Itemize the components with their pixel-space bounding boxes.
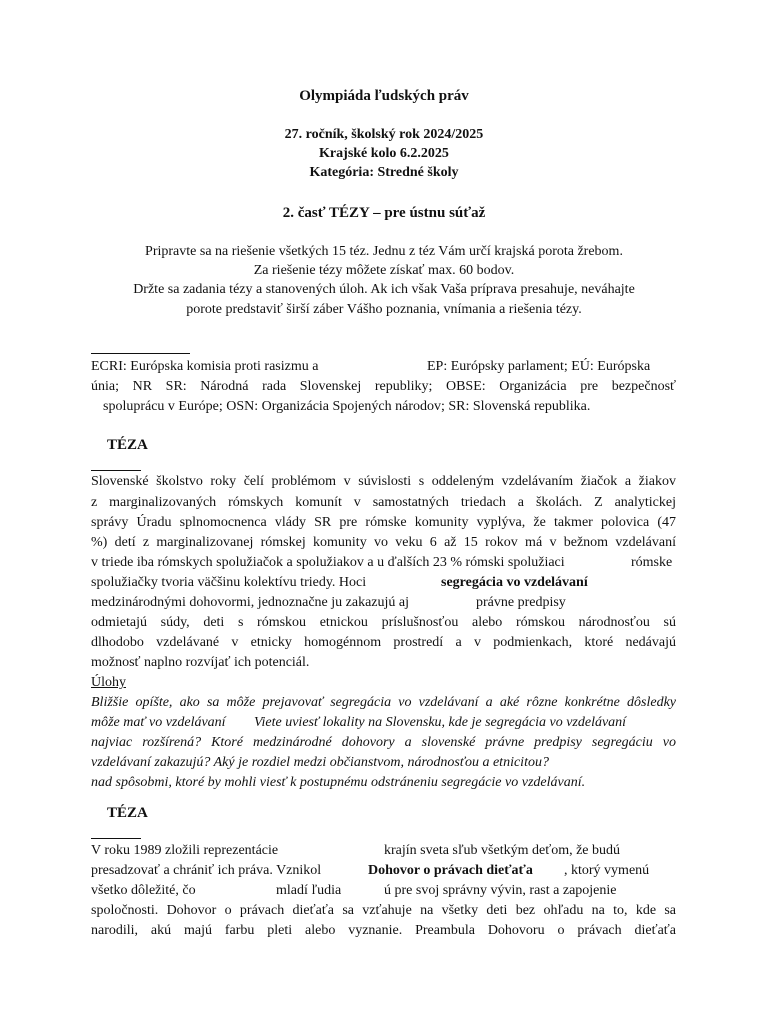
thesis-text-fragment: ú pre svoj správny vývin, rast a zapojenie — [384, 883, 617, 898]
thesis-text-line: odmietajú súdy, deti s rómskou etnickou príslušnosťou alebo rómskou národnosťou sú — [91, 615, 676, 630]
intro-line: Pripravte sa na riešenie všetkých 15 téz. Jednu z téz Vám určí krajská porota žrebom. — [145, 244, 623, 259]
task-line: Bližšie opíšte, ako sa môže prejavovať segregácia vo vzdelávaní a aké rôzne konkrétne dôsledky — [91, 695, 676, 710]
part-heading: 2. časť TÉZY – pre ústnu súťaž — [282, 205, 486, 221]
thesis-text-fragment: mladí ľudia — [276, 883, 342, 898]
thesis-text-line: spolužiačky tvoria väčšinu kolektívu triedy. Hoci — [91, 575, 367, 590]
thesis-text-line: %) detí z marginalizovanej rómskej komunity vo veku 6 až 15 rokov má v bežnom vzdelávaní — [91, 535, 676, 550]
thesis-emphasis: segregácia vo vzdelávaní — [441, 575, 588, 590]
abbrev-line: spoluprácu v Európe; OSN: Organizácia Spojených národov; SR: Slovenská republika. — [103, 399, 591, 414]
task-line: najviac rozšírená? Ktoré medzinárodné dohovory a slovenské právne predpisy segregáciu vo — [91, 735, 676, 750]
intro-line: Za riešenie tézy môžete získať max. 60 bodov. — [253, 263, 515, 278]
task-line: nad spôsobmi, ktoré by mohli viesť k postupnému odstráneniu segregácie vo vzdelávaní. — [91, 775, 586, 790]
intro-line: porote predstaviť širší záber Vášho poznania, vnímania a riešenia tézy. — [186, 302, 582, 317]
category-line: Kategória: Stredné školy — [309, 165, 459, 180]
abbrev-line: únia; NR SR: Národná rada Slovenskej republiky; OBSE: Organizácia pre bezpečnosť — [91, 379, 676, 394]
thesis-rule — [91, 838, 141, 839]
thesis-text-line: Slovenské školstvo roky čelí problémom v súvislosti s oddeleným vzdelávaním žiačok a žiakov — [91, 474, 676, 489]
thesis-text-line: možnosť naplno rozvíjať ich potenciál. — [91, 655, 310, 670]
document-title: Olympiáda ľudských práv — [299, 88, 469, 104]
thesis-text-line: správy Úradu splnomocnenca vlády SR pre rómske komunity vyplýva, že takmer polovica (47 — [91, 515, 676, 530]
thesis-text-line: z marginalizovaných rómskych komunít v samostatných triedach a školách. Z analytickej — [91, 495, 676, 510]
thesis-heading: TÉZA — [107, 437, 148, 453]
thesis-text-line: dlhodobo vzdelávané v etnicky homogénnom prostredí a v podmienkach, ktoré nedávajú — [91, 635, 676, 650]
thesis-text-fragment: všetko dôležité, čo — [91, 883, 196, 898]
footnote-rule — [91, 353, 190, 354]
thesis-heading: TÉZA — [107, 805, 148, 821]
round-line: Krajské kolo 6.2.2025 — [319, 146, 449, 161]
task-line: Viete uviesť lokality na Slovensku, kde je segregácia vo vzdelávaní — [254, 715, 627, 730]
intro-line: Držte sa zadania tézy a stanovených úloh. Ak ich však Vaša príprava presahuje, neváhajte — [133, 282, 635, 297]
abbrev-line: ECRI: Európska komisia proti rasizmu a — [91, 359, 319, 374]
thesis-text-fragment: krajín sveta sľub všetkým deťom, že budú — [384, 843, 621, 858]
task-line: môže mať vo vzdelávaní — [91, 715, 226, 730]
thesis-text-line: narodili, akú majú farbu pleti alebo vyznanie. Preambula Dohovoru o právach dieťaťa — [91, 923, 676, 938]
thesis-text-line: medzinárodnými dohovormi, jednoznačne ju zakazujú aj — [91, 595, 410, 610]
thesis-text-fragment: presadzovať a chrániť ich práva. Vznikol — [91, 863, 322, 878]
thesis-text-fragment: právne predpisy — [476, 595, 566, 610]
task-line: vzdelávaní zakazujú? Aký je rozdiel medzi občianstvom, národnosťou a etnicitou? — [91, 755, 549, 770]
thesis-text-fragment: rómske — [631, 555, 673, 570]
thesis-emphasis: Dohovor o právach dieťaťa — [368, 863, 533, 878]
abbrev-line: EP: Európsky parlament; EÚ: Európska — [427, 359, 651, 374]
thesis-text-line: v triede iba rómskych spolužiačok a spolužiakov a u ďalších 23 % rómski spolužiaci — [91, 555, 565, 570]
thesis-text-line: spoločnosti. Dohovor o právach dieťaťa sa vzťahuje na všetky deti bez ohľadu na to, kde sa — [91, 903, 676, 918]
thesis-text-fragment: V roku 1989 zložili reprezentácie — [91, 843, 279, 858]
thesis-rule — [91, 470, 141, 471]
tasks-label: Úlohy — [91, 675, 126, 690]
edition-line: 27. ročník, školský rok 2024/2025 — [284, 127, 484, 142]
thesis-text-fragment: , ktorý vymenú — [564, 863, 650, 878]
